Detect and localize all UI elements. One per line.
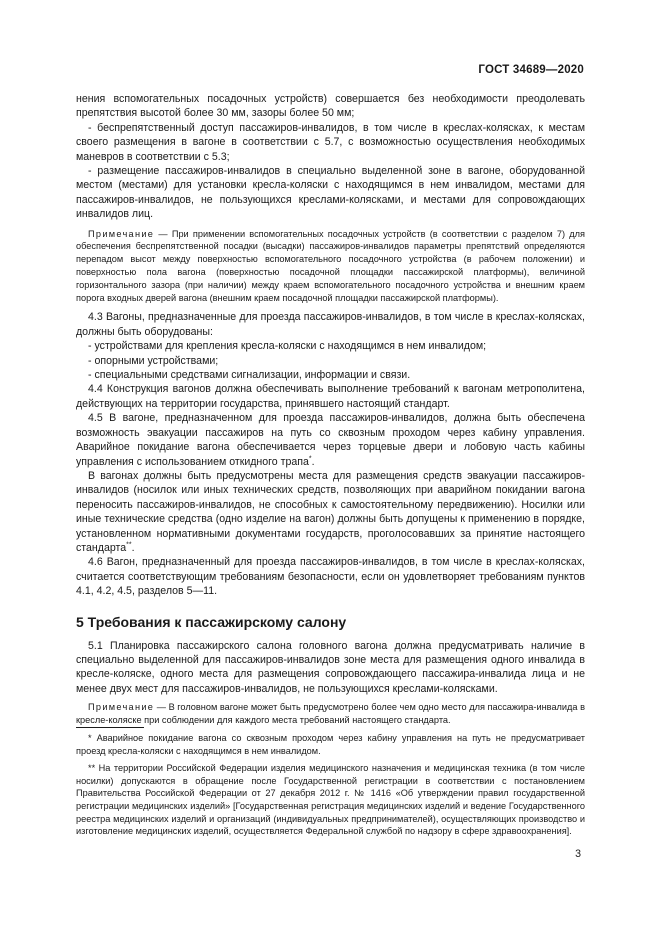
standard-header: ГОСТ 34689—2020 [478,64,584,76]
footnote-1: * Аварийное покидание вагона со сквозным проходом через кабину управления на путь не предусматривает проезд кресла-коляски с находящимся в нем инвалидом. [76,733,585,756]
note-label: Примечание [88,228,155,239]
section-title: 5 Требования к пассажирскому салону [76,613,347,630]
clause-4-3: 4.3 Вагоны, предназначенные для проезда пассажиров-инвалидов, в том числе в креслах-колясках, должны быть оборудованы: [76,311,585,338]
clause-4-5-cont-text: В вагонах должны быть предусмотрены места для размещения средств эвакуации пассажиров-инвалидов (носилок или иных технических средств, позволяющих при аварийном покидании вагона переносить пассажиров-инвалидов, не способных к самостоятельному передвижению). Носилки или иные технические средства (одно изделие на вагон) должны быть допущены к применению в порядке, установленном нормативными документами государств, проголосовавших за принятие настоящего стандарта [76,469,585,554]
footnotes [76,732,585,843]
footnote-mark-1: * [308,454,312,462]
clause-4-5-cont-end: . [131,541,135,554]
clause-4-5 [76,411,585,469]
note-2 [76,701,585,727]
clause-4-5-cont [76,469,585,555]
note-text: — В головном вагоне может быть предусмотрено более чем одно место для пассажира-инвалида в кресле-коляске при соблюдении для каждого места требований настоящего стандарта. [76,702,585,725]
note-text: — При применении вспомогательных посадочных устройств (в соответствии с разделом 7) для обеспечения беспрепятственной посадки (высадки) пассажиров-инвалидов параметры препятствий определяются перепадом высот между поверхностью вспомогательного посадочного устройства (в рабочем положении) и поверхностью пола вагона (поверхностью посадочной площадки пассажирской платформы), величиной горизонтального зазора (при наличии) между краем вспомогательного посадочного устройства и внешним краем порога входных дверей вагона (внешним краем посадочной площадки пассажирской платформы). [76,228,585,303]
note-label: Примечание [88,702,155,713]
clause-4-6: 4.6 Вагон, предназначенный для проезда пассажиров-инвалидов, в том числе в креслах-колясках, считается соответствующим требованиям безопасности, если он удовлетворяет требованиям пунктов 4.1, 4.2, 4.5, разделов 5—11. [76,556,585,598]
clause-4-5-end: . [311,455,315,468]
list-item: - устройствами для крепления кресла-коляски с находящимся в нем инвалидом; [88,340,487,353]
list-item: - опорными устройствами; [88,354,219,367]
page-number: 3 [575,848,581,860]
note-1 [76,228,585,305]
clause-5-1: 5.1 Планировка пассажирского салона головного вагона должна предусматривать наличие в специально выделенной для пассажиров-инвалидов зоне места для размещения одного инвалида в кресле-коляске, одного места для размещения сопровождающего пассажира-инвалида лица и не менее двух мест для пассажиров-инвалидов, не пользующихся креслами-колясками. [76,639,585,695]
clause-4-5-text: 4.5 В вагоне, предназначенном для проезда пассажиров-инвалидов, должна быть обеспечена возможность эвакуации пассажиров на путь со сквозным проходом через кабину управления. Аварийное покидание вагона обеспечивается через торцевые двери и лобовую часть кабины управления с использованием откидного трапа [76,412,585,468]
footnote-2: ** На территории Российской Федерации изделия медицинского назначения и медицинская техника (в том числе носилки) допускаются в обращение после Государственной регистрации в соответствии с постановлением Правительства Российской Федерации от 27 декабря 2012 г. № 1416 «Об утверждении правил государственной регистрации медицинских изделий» [Государственная регистрация медицинских изделий и ведение Государственного реестра медицинских изделий и организаций (индивидуальных предпринимателей), осуществляющих производство и изготовление медицинских изделий, осуществляется Федеральной службой по надзору в сфере здравоохранения]. [76,763,585,837]
clause-4-4: 4.4 Конструкция вагонов должна обеспечивать выполнение требований к вагонам метрополитена, действующих на территории государства, принявшего настоящий стандарт. [76,383,585,410]
main-text [76,92,585,727]
footnote-divider [76,727,144,728]
footnote-mark-2: ** [126,541,132,549]
list-item: - специальными средствами сигнализации, информации и связи. [88,369,411,382]
list-item: - размещение пассажиров-инвалидов в специально выделенной зоне в вагоне, оборудованной местом (местами) для установки кресла-коляски с находящимся в нем инвалидом, местами для пассажиров-инвалидов, не пользующихся креслами-колясками, и местами для сопровождающих инвалидов лиц. [76,165,585,221]
paragraph-continuation: нения вспомогательных посадочных устройств) совершается без необходимости преодолевать препятствия высотой более 30 мм, зазоры более 50 мм; [76,93,585,120]
list-item: - беспрепятственный доступ пассажиров-инвалидов, в том числе в креслах-колясках, к местам своего размещения в вагоне в соответствии с 5.7, с возможностью осуществления необходимых маневров в соответствии с 5.3; [76,121,585,163]
